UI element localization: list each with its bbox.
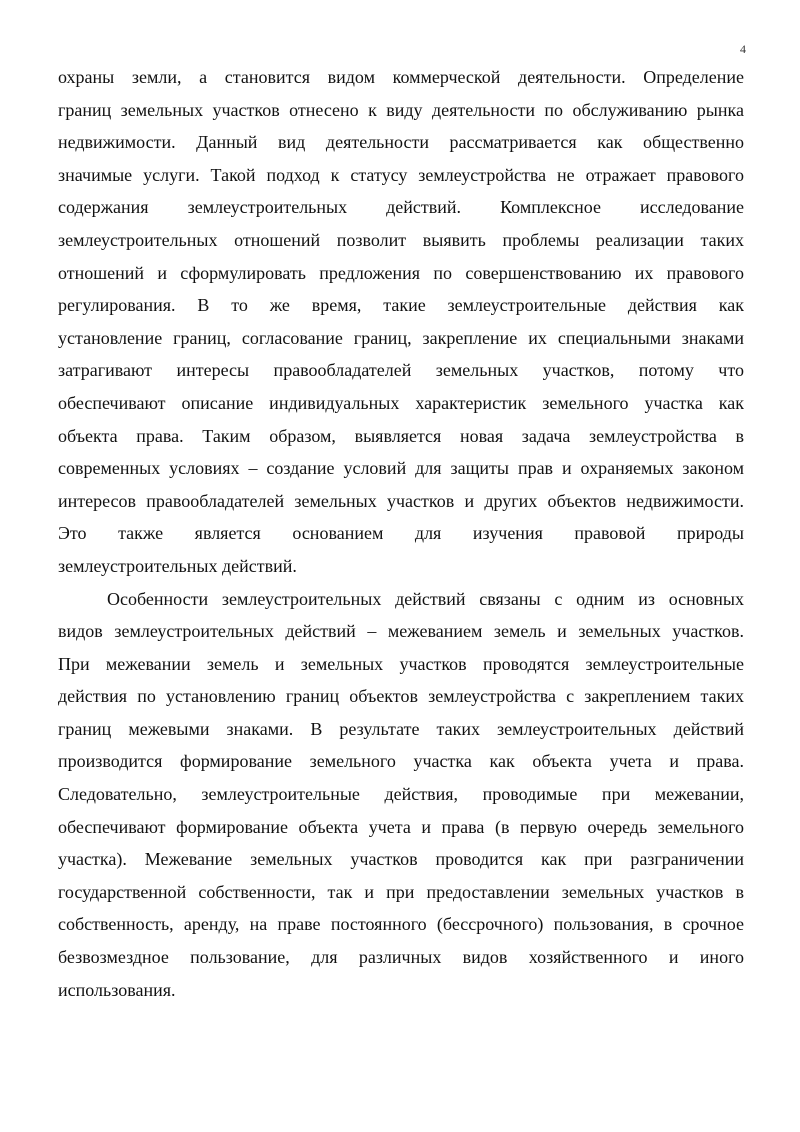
body-text xyxy=(58,61,744,1006)
text-line: охраны земли, а становится видом коммерческой деятельности. Определение xyxy=(58,67,744,87)
paragraph-2 xyxy=(58,583,744,1007)
text-line: отношений и сформулировать предложения по совершенствованию их правового xyxy=(58,262,744,283)
text-line: собственность, аренду, на праве постоянного (бессрочного) пользования, в срочное xyxy=(58,914,744,935)
text-line: содержания землеустроительных действий. Комплексное исследование xyxy=(58,197,744,218)
text-line: землеустроительных действий. xyxy=(58,555,297,576)
page-number: 4 xyxy=(740,42,746,56)
text-line: Особенности землеустроительных действий связаны с одним из основных xyxy=(107,588,744,609)
text-line: современных условиях – создание условий для защиты прав и охраняемых законом xyxy=(58,458,744,479)
text-line: землеустроительных отношений позволит выявить проблемы реализации таких xyxy=(58,229,744,250)
text-line: недвижимости. Данный вид деятельности рассматривается как общественно xyxy=(58,132,744,153)
text-line: государственной собственности, так и при предоставлении земельных участков в xyxy=(58,881,744,902)
text-line: обеспечивают описание индивидуальных характеристик земельного участка как xyxy=(58,392,744,413)
text-line: Это также является основанием для изучения правовой природы xyxy=(58,523,744,544)
text-line: объекта права. Таким образом, выявляется новая задача землеустройства в xyxy=(58,425,744,446)
text-line: безвозмездное пользование, для различных видов хозяйственного и иного xyxy=(58,947,744,968)
text-line: использования. xyxy=(58,979,176,1000)
text-line: границ земельных участков отнесено к виду деятельности по обслуживанию рынка xyxy=(58,99,744,120)
text-line: значимые услуги. Такой подход к статусу землеустройства не отражает правового xyxy=(58,164,744,185)
paragraph-1 xyxy=(58,61,744,583)
text-line: действия по установлению границ объектов землеустройства с закреплением таких xyxy=(58,686,744,707)
text-line: границ межевыми знаками. В результате таких землеустроительных действий xyxy=(58,718,744,739)
text-line: интересов правообладателей земельных участков и других объектов недвижимости. xyxy=(58,490,744,511)
text-line: затрагивают интересы правообладателей земельных участков, потому что xyxy=(58,360,744,381)
text-line: установление границ, согласование границ, закрепление их специальными знаками xyxy=(58,327,744,348)
text-line: регулирования. В то же время, такие землеустроительные действия как xyxy=(58,295,744,316)
text-line: производится формирование земельного участка как объекта учета и права. xyxy=(58,751,744,772)
text-line: При межевании земель и земельных участков проводятся землеустроительные xyxy=(58,653,744,674)
text-line: Следовательно, землеустроительные действия, проводимые при межевании, xyxy=(58,784,744,805)
text-line: обеспечивают формирование объекта учета и права (в первую очередь земельного xyxy=(58,816,744,837)
text-line: участка). Межевание земельных участков проводится как при разграничении xyxy=(58,849,744,870)
text-line: видов землеустроительных действий – межеванием земель и земельных участков. xyxy=(58,621,744,642)
